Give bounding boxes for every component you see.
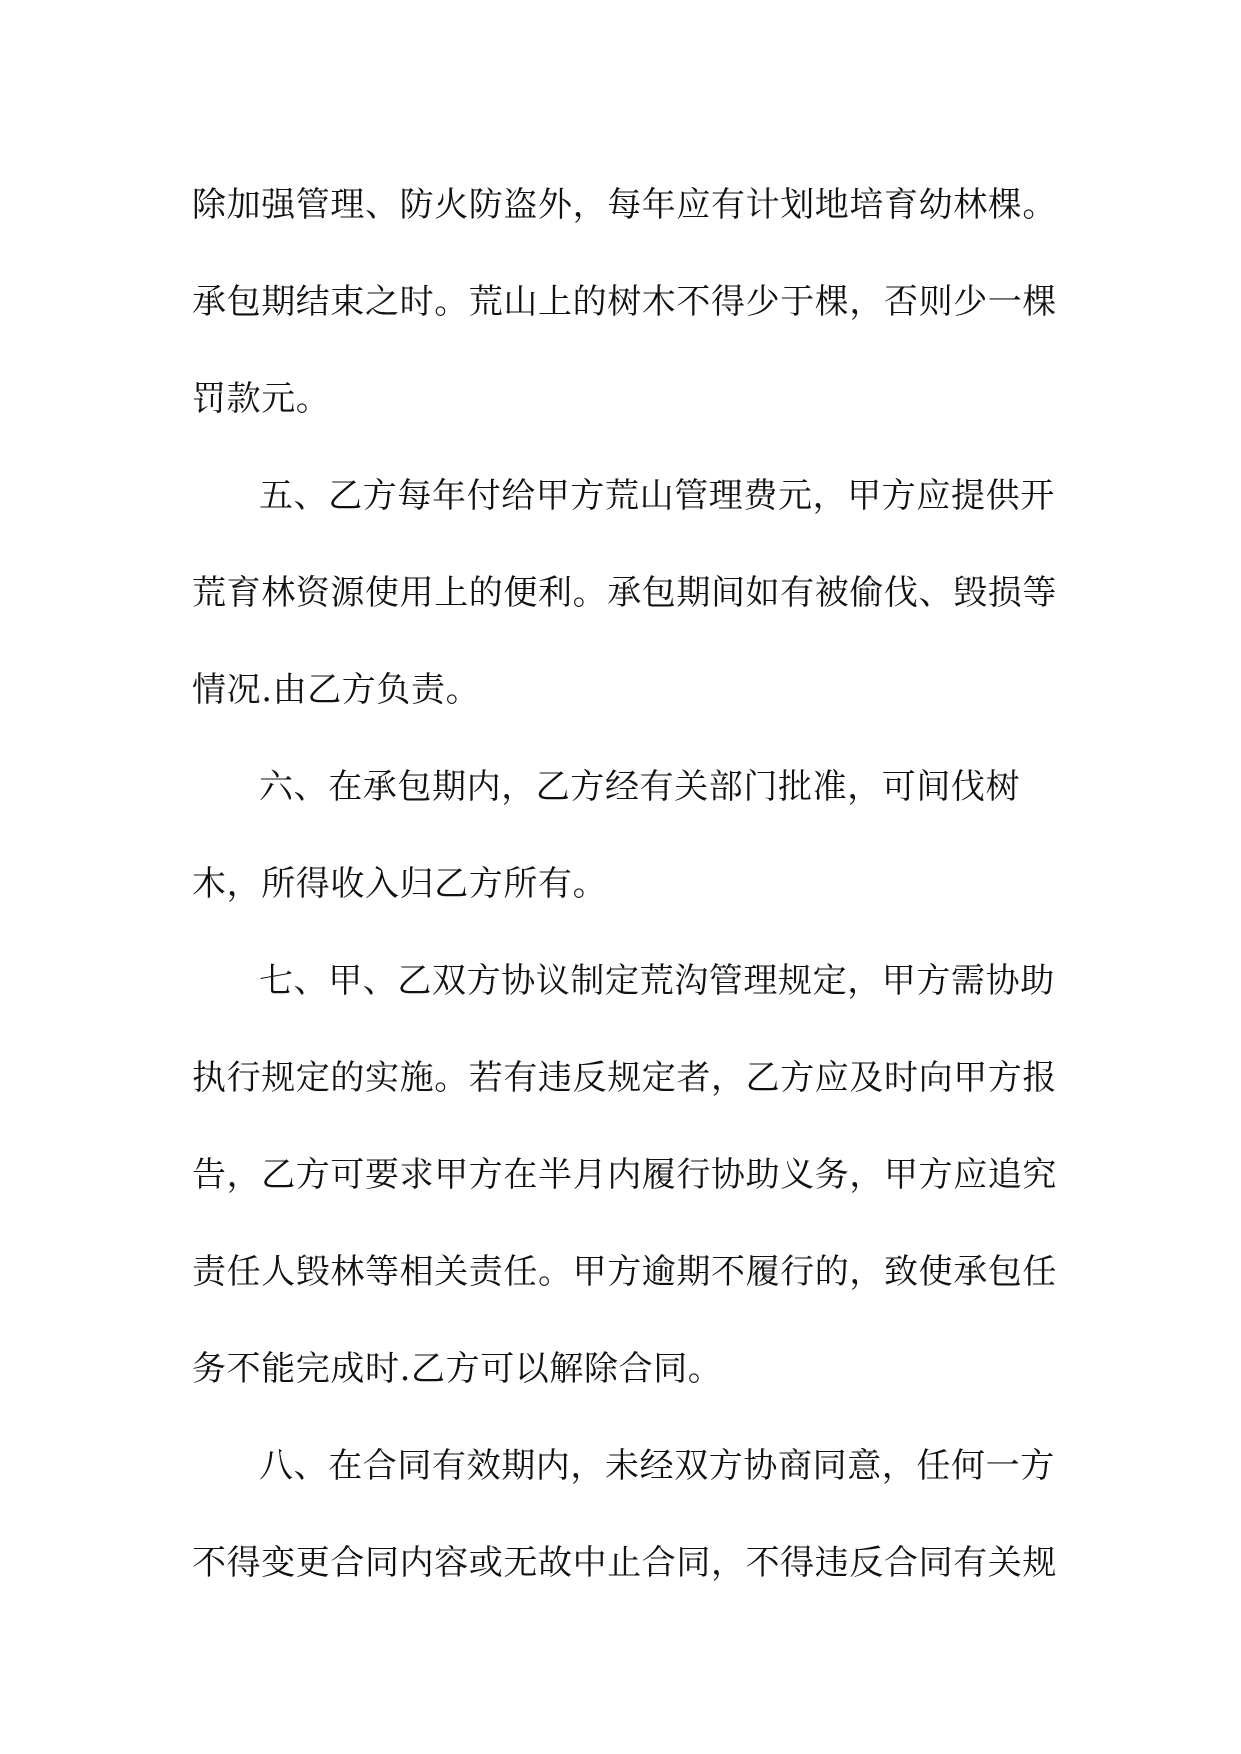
text-line: 务不能完成时.乙方可以解除合同。: [192, 1349, 723, 1389]
text-line: 责任人毁林等相关责任。甲方逾期不履行的，致使承包任: [192, 1252, 1057, 1292]
text-line: 承包期结束之时。荒山上的树木不得少于棵，否则少一棵: [192, 282, 1057, 322]
text-line: 木，所得收入归乙方所有。: [192, 864, 608, 904]
text-line: 罚款元。: [192, 379, 331, 419]
text-line: 执行规定的实施。若有违反规定者，乙方应及时向甲方报: [192, 1058, 1057, 1098]
paragraph-six-start: 六、在承包期内，乙方经有关部门批准，可间伐树: [259, 767, 1021, 807]
text-line: 荒育林资源使用上的便利。承包期间如有被偷伐、毁损等: [192, 573, 1057, 613]
text-line: 情况.由乙方负责。: [192, 670, 481, 710]
paragraph-seven-start: 七、甲、乙双方协议制定荒沟管理规定，甲方需协助: [259, 961, 1055, 1001]
paragraph-five-start: 五、乙方每年付给甲方荒山管理费元，甲方应提供开: [259, 476, 1055, 516]
text-line: 除加强管理、防火防盗外，每年应有计划地培育幼林棵。: [192, 185, 1057, 225]
text-line: 告，乙方可要求甲方在半月内履行协助义务，甲方应追究: [192, 1155, 1057, 1195]
paragraph-eight-start: 八、在合同有效期内，未经双方协商同意，任何一方: [259, 1446, 1055, 1486]
text-line: 不得变更合同内容或无故中止合同，不得违反合同有关规: [192, 1543, 1057, 1583]
